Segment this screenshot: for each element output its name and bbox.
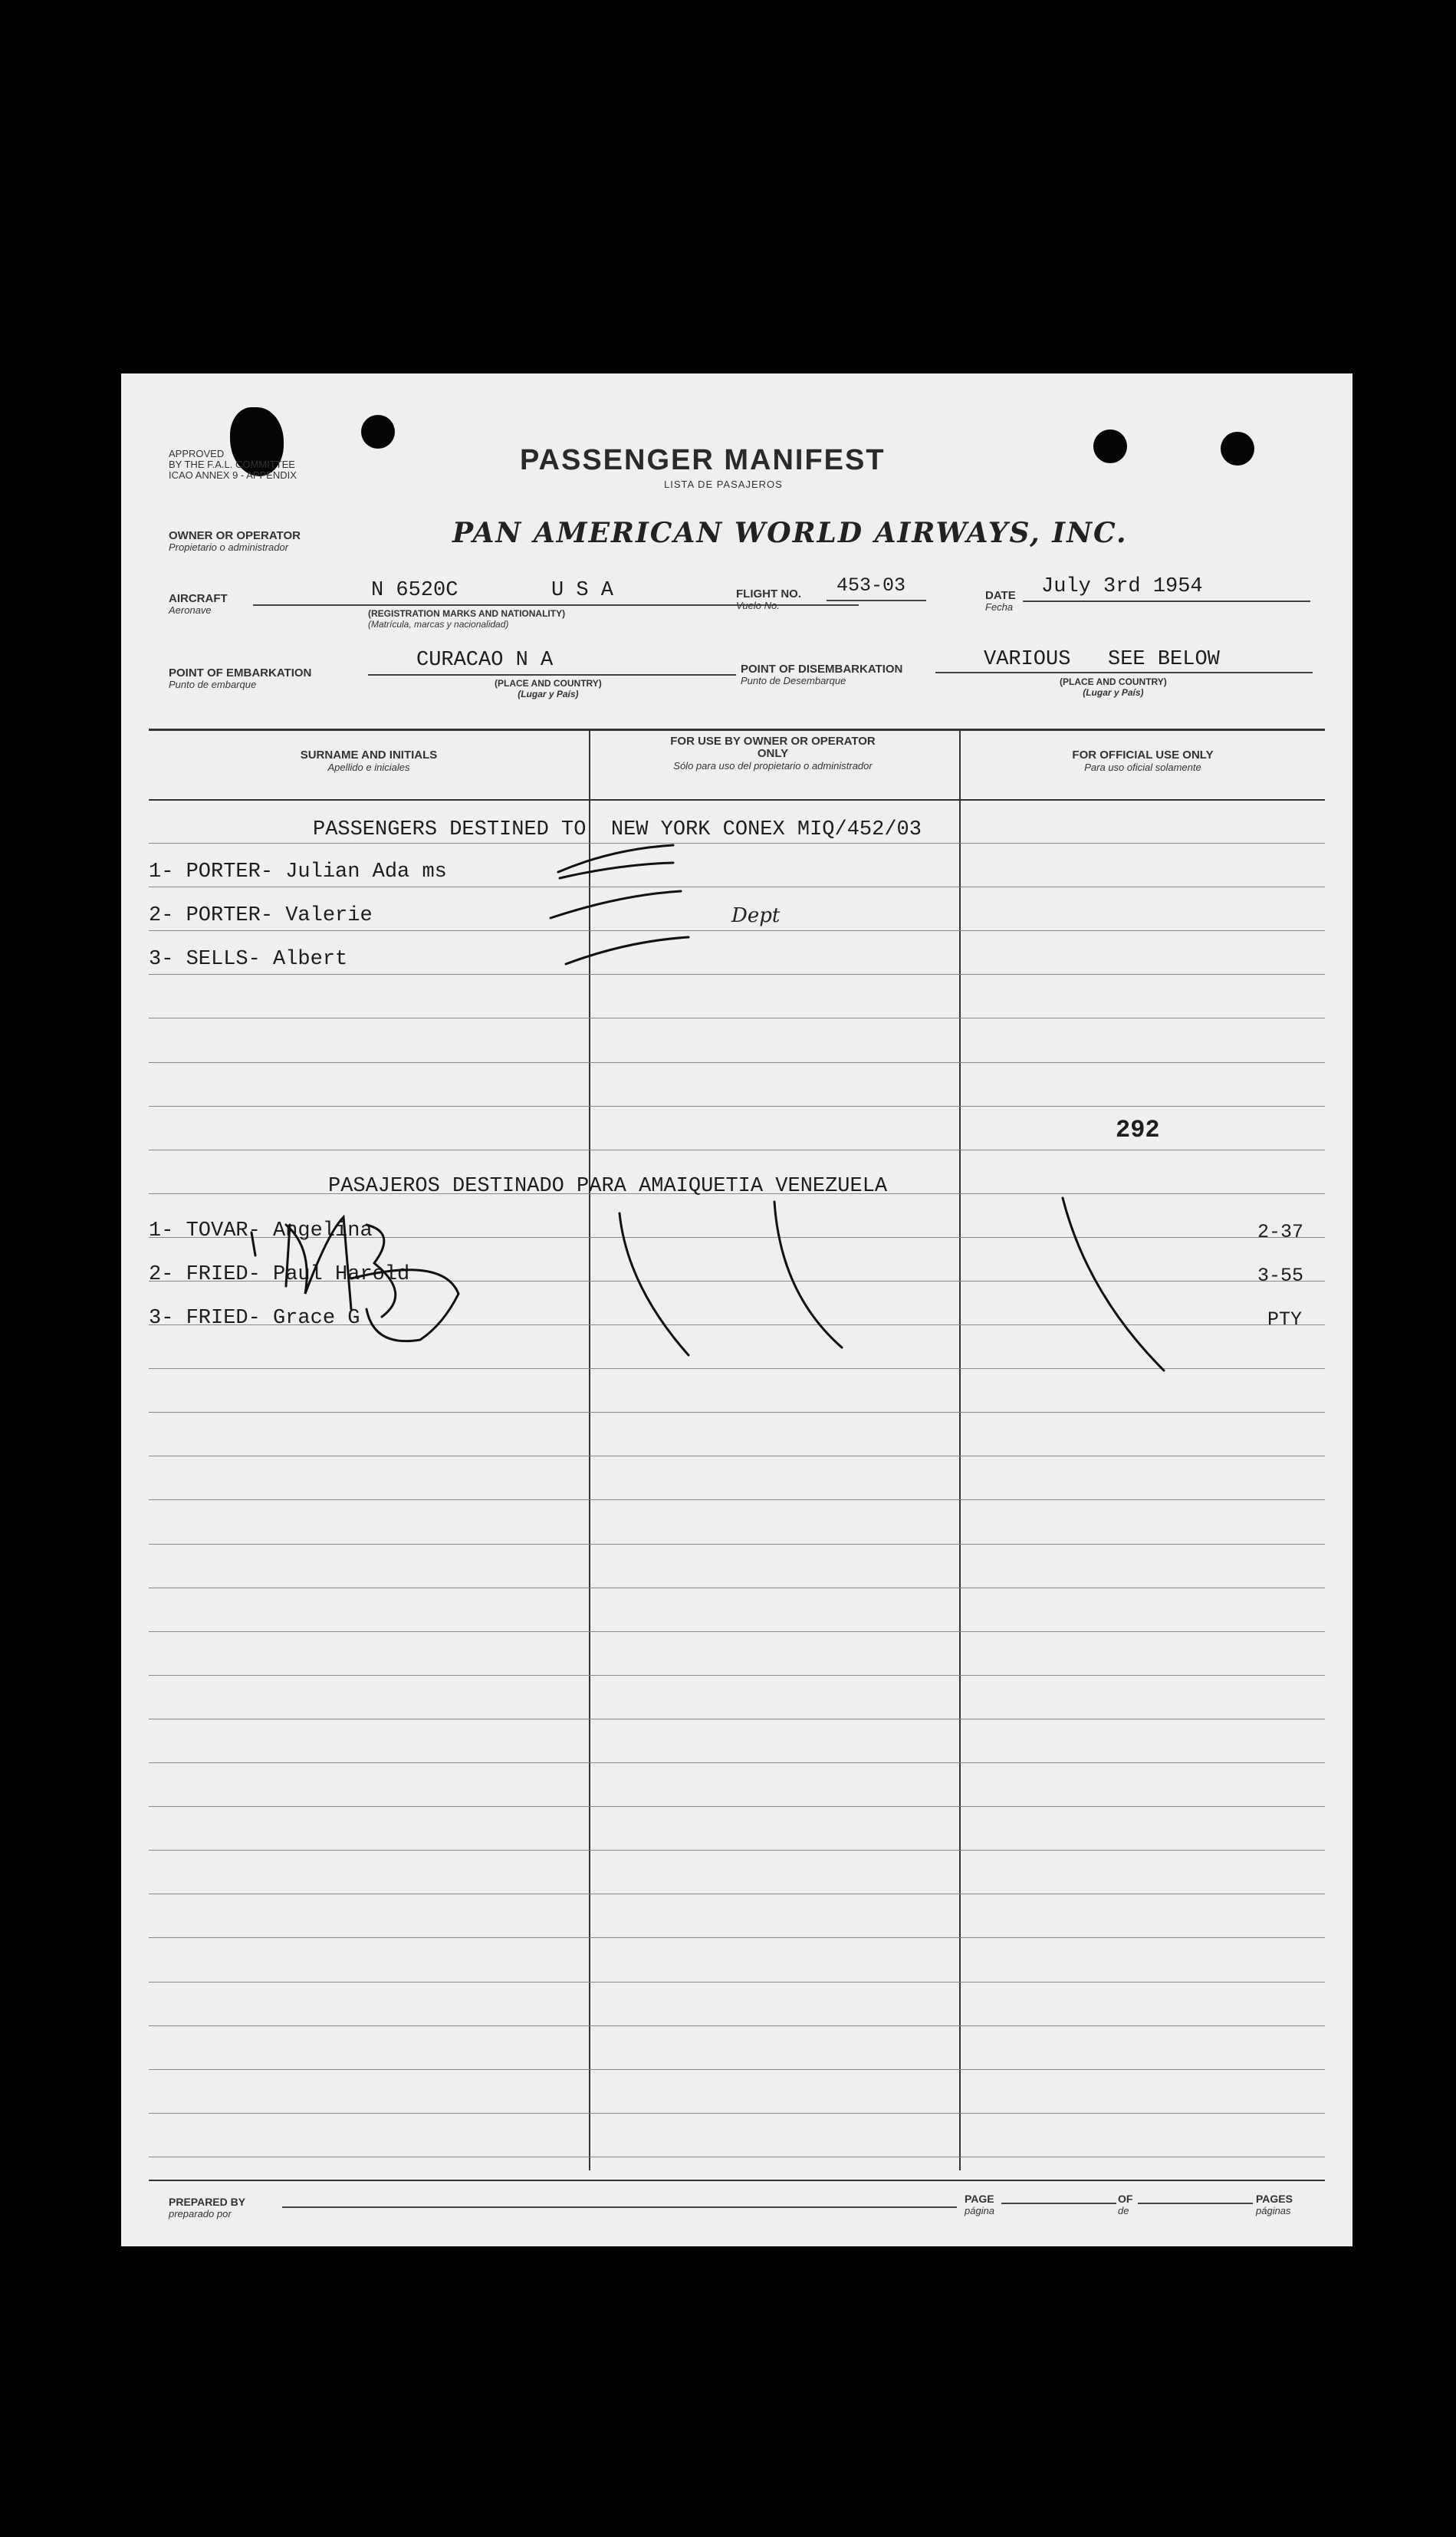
embarkation-label-en: POINT OF EMBARKATION [169, 666, 312, 679]
of-label-en: OF [1118, 2193, 1133, 2205]
of-line [1138, 2203, 1253, 2204]
check-mark [566, 937, 689, 964]
column-title: FOR USE BY OWNER OR OPERATOR ONLY [670, 735, 876, 760]
prepared-by-es: preparado por [169, 2208, 232, 2219]
pen-marks [121, 373, 1352, 2246]
owner-label-en: OWNER OR OPERATOR [169, 529, 301, 542]
prepared-by-en: PREPARED BY [169, 2196, 246, 2208]
flight-label-en: FLIGHT NO. [736, 587, 801, 601]
column-title: FOR OFFICIAL USE ONLY [1072, 749, 1214, 762]
prepared-by-line [282, 2206, 957, 2208]
page-label-en: PAGE [965, 2193, 994, 2205]
registration-caption-en: (REGISTRATION MARKS AND NATIONALITY) [368, 608, 566, 619]
airline-name: PAN AMERICAN WORLD AIRWAYS, INC. [452, 517, 1128, 549]
aircraft-label-en: AIRCRAFT [169, 592, 228, 605]
passenger-row: 1- PORTER- Julian Ada ms [149, 860, 447, 884]
check-mark [551, 891, 681, 918]
tick-mark [1063, 1198, 1164, 1371]
disembarkation-caption-en: (PLACE AND COUNTRY) [1060, 676, 1167, 687]
page-title: PASSENGER MANIFEST [520, 444, 886, 476]
date-label-es: Fecha [985, 601, 1014, 613]
official-entry: 2-37 [1257, 1221, 1304, 1243]
passenger-row: 3- FRIED- Grace G [149, 1307, 360, 1330]
owner-label-es: Propietario o administrador [169, 541, 289, 553]
aircraft-label-es: Aeronave [169, 604, 212, 616]
footer-border [149, 2180, 1325, 2181]
prepared-by-label [169, 2196, 245, 2219]
embarkation-place: CURACAO N A [416, 649, 554, 672]
embarkation-caption-en: (PLACE AND COUNTRY) [495, 678, 602, 689]
operator-note: Dept [731, 904, 781, 927]
approval-line: APPROVED [169, 448, 225, 459]
passenger-row: 1- TOVAR- Angelina [149, 1219, 373, 1242]
page-label [965, 2193, 994, 2216]
page-label-es: página [965, 2205, 995, 2216]
flight-number: 453-03 [836, 574, 906, 597]
approval-line: ICAO ANNEX 9 - APPENDIX [169, 469, 297, 481]
registration-caption-es: (Matrícula, marcas y nacionalidad) [368, 619, 509, 630]
passenger-row: 3- SELLS- Albert [149, 948, 348, 971]
disembarkation-label-es: Punto de Desembarque [741, 675, 846, 686]
column-title-es: Sólo para uso del propietario o administrador [673, 760, 873, 772]
disembarkation-caption-es: (Lugar y País) [1083, 687, 1144, 698]
tick-mark [774, 1202, 842, 1347]
pages-label [1256, 2193, 1293, 2216]
flight-label-es: Vuelo No. [736, 600, 780, 611]
initials-scribble [251, 1217, 458, 1341]
passenger-row: 2- FRIED- Paul Harold [149, 1263, 410, 1286]
of-label-es: de [1118, 2205, 1129, 2216]
approval-line: BY THE F.A.L. COMMITTEE [169, 459, 295, 470]
official-entry: 3-55 [1257, 1265, 1304, 1287]
section1-heading: PASSENGERS DESTINED TO NEW YORK CONEX MIQ/452/03 [313, 818, 922, 841]
pages-label-en: PAGES [1256, 2193, 1293, 2205]
disembarkation-place: VARIOUS SEE BELOW [984, 648, 1220, 671]
stamp-number: 292 [1116, 1116, 1160, 1144]
column-title-es: Apellido e iniciales [327, 762, 410, 773]
page-subtitle: LISTA DE PASAJEROS [664, 479, 783, 490]
column-title: SURNAME AND INITIALS [300, 749, 438, 762]
embarkation-label-es: Punto de embarque [169, 679, 257, 690]
manifest-sheet [121, 373, 1352, 2246]
of-label [1118, 2193, 1132, 2216]
disembarkation-label-en: POINT OF DISEMBARKATION [741, 663, 903, 676]
column-title-es: Para uso oficial solamente [1084, 762, 1201, 773]
tick-mark [620, 1213, 689, 1355]
embarkation-caption-es: (Lugar y País) [518, 689, 579, 699]
official-entry: PTY [1267, 1308, 1303, 1331]
passenger-row: 2- PORTER- Valerie [149, 904, 373, 927]
page-line [1001, 2203, 1116, 2204]
aircraft-registration: N 6520C [371, 579, 458, 602]
aircraft-nationality: U S A [551, 579, 614, 602]
flight-date: July 3rd 1954 [1041, 575, 1203, 598]
date-label-en: DATE [985, 589, 1016, 602]
section2-heading: PASAJEROS DESTINADO PARA AMAIQUETIA VENEZUELA [328, 1175, 888, 1198]
pages-label-es: páginas [1256, 2205, 1291, 2216]
